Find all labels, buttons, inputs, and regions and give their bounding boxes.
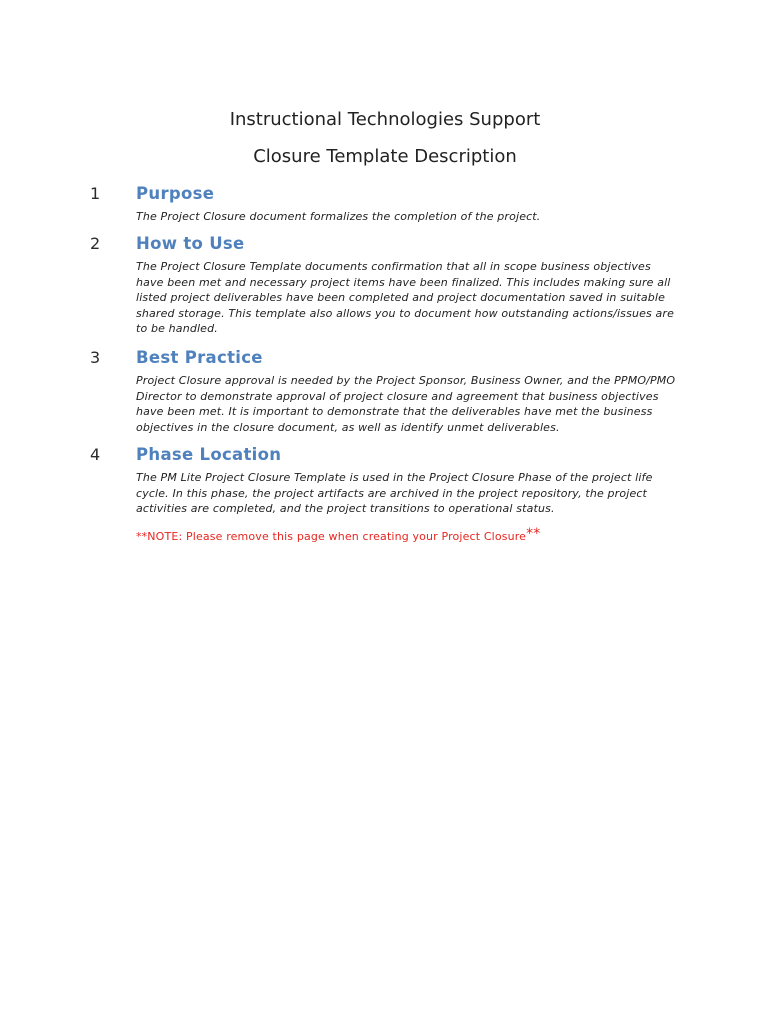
document-title-line-1: Instructional Technologies Support — [229, 109, 541, 130]
section-heading: Best Practice — [136, 348, 263, 367]
section-number: 4 — [90, 445, 101, 464]
section-number: 2 — [90, 234, 101, 253]
section-body: Project Closure approval is needed by the Project Sponsor, Business Owner, and the PPMO/PMO Director to demonstrate approval of project closure and agreement that business objectives have been met. It is important to demonstrate that the deliverables have met the business objectives in the closure document, as well as identify unmet deliverables. — [136, 374, 676, 434]
document-title-line-2: Closure Template Description — [253, 146, 517, 167]
section-heading: Purpose — [136, 184, 215, 203]
section-number: 3 — [90, 348, 101, 367]
section-heading: How to Use — [136, 234, 245, 253]
removal-note-trailing-stars: ** — [526, 526, 541, 542]
section-body: The PM Lite Project Closure Template is used in the Project Closure Phase of the project life cycle. In this phase, the project artifacts are archived in the project repository, the project activities are completed, and the project transitions to operational status. — [136, 471, 653, 515]
removal-note-text: **NOTE: Please remove this page when creating your Project Closure — [136, 530, 527, 543]
section-body: The Project Closure Template documents confirmation that all in scope business objectives have been met and necessary project items have been finalized. This includes making sure all listed project deliverables have been completed and project documentation saved in suitable shared storage. This template also allows you to document how outstanding actions/issues are to be handled. — [136, 260, 674, 335]
section-number: 1 — [90, 184, 101, 203]
section-body: The Project Closure document formalizes the completion of the project. — [136, 210, 541, 223]
removal-note — [136, 526, 540, 543]
section-heading: Phase Location — [136, 445, 282, 464]
